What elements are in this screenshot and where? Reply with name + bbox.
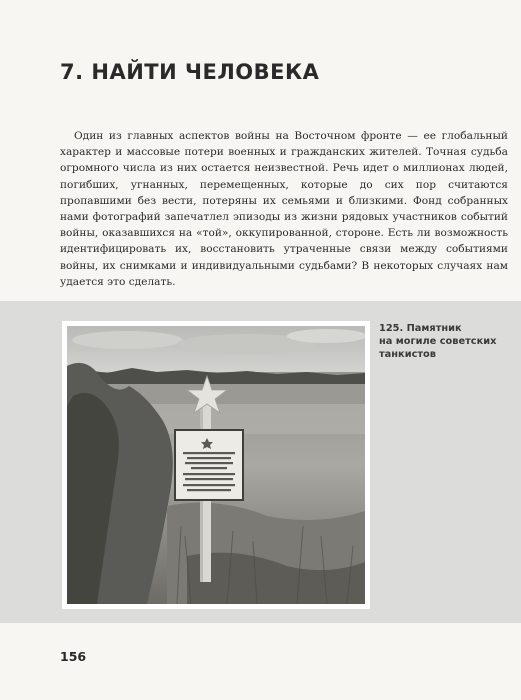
chapter-title: 7. НАЙТИ ЧЕЛОВЕКА bbox=[60, 60, 320, 85]
photo-illustration bbox=[67, 326, 365, 604]
caption-line-3: танкистов bbox=[379, 349, 436, 360]
grave-monument-photo bbox=[67, 326, 365, 604]
caption-line-2: на могиле советских bbox=[379, 336, 497, 347]
caption-line-1: 125. Памятник bbox=[379, 323, 462, 334]
photo-frame bbox=[62, 321, 370, 609]
body-paragraph: Один из главных аспектов войны на Восточном фронте — ее глобальный характер и массовые потери военных и гражданских жителей. Точная судьба огромного числа из них остается неизвестной. Речь идет о миллионах людей, погибших, угнанных, перемещенных, которые до сих пор считаются пропавшими без вести, потеряны их семьями и близкими. Фонд собранных нами фотографий запечатлел эпизоды из жизни рядовых участников событий войны, оказавшихся на «той», оккупированной, стороне. Есть ли возможность идентифицировать их, восстановить утраченные связи между событиями войны, их снимками и индивидуальными судьбами? В некоторых случаях нам удается это сделать. bbox=[60, 130, 508, 288]
page-number: 156 bbox=[60, 649, 87, 664]
figure-caption bbox=[379, 322, 499, 361]
